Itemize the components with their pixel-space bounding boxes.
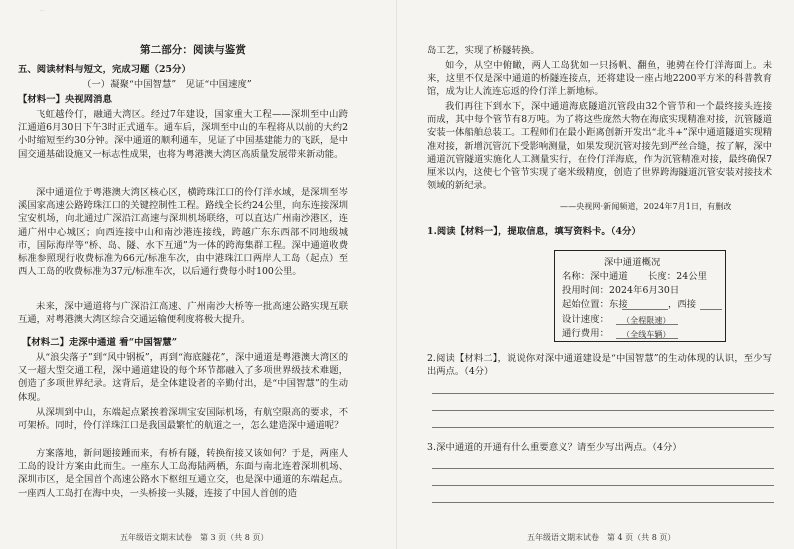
material-two-paragraph-3: 方案落地，新问题接踵而来，有桥有隧，转换衔接又该如何？于是，两座人工岛的设计方案由此而生。一座东人工岛海陆两栖，东面与南北连着深圳机场、深圳市区，是全国首个高速公路水下枢纽互通立交，也是深中通道的东端起点。一座西人工岛打在海中央，一头桥接一头隧，连接了中国人首创的造	[18, 448, 348, 499]
question-3: 3.深中通道的开通有什么重要意义？请至少写出两点。（4分）	[427, 442, 682, 453]
right-paragraph-1: 如今，从空中俯瞰，两人工岛犹如一只扬帆、翻鱼，驰骋在伶仃洋海面上。未来，这里不仅是深中通道的桥隧连接点，还将建设一座占地2200平方米的科普教育馆，成为让人流连忘返的伶仃洋上新地标。	[427, 60, 772, 98]
material-one-paragraph-3: 未来，深中通道将与广深沿江高速、广州南沙大桥等一批高速公路实现互联互通，对粤港澳大湾区综合交通运输便利度将极大提升。	[18, 301, 348, 326]
card-date: 投用时间：2024年6月30日	[562, 285, 680, 296]
card-fee-label: 通行费用：	[562, 328, 609, 339]
answer-line-q2-2[interactable]	[432, 410, 774, 411]
question-heading: 五、阅读材料与短文，完成习题（25分）	[18, 64, 191, 75]
material-one-title: 【材料一】央视网消息	[18, 94, 112, 105]
card-speed-label: 设计速度：	[562, 314, 609, 325]
bleed-through: ⎯	[40, 6, 45, 16]
material-one-paragraph-2: 深中通道位于粤港澳大湾区核心区，横跨珠江口的伶仃洋水域，是深圳至岑溪国家高速公路跨珠江口的关键控制性工程。路线全长约24公里，向东连接深圳宝安机场，向北通过广深沿江高速与深圳机场联络，可以直达广州南沙港区，连通广州中心城区；向西连接中山和南沙港连接线，跨越广东东西部不同地级城市，国际海岸等“桥、岛、隧、水下互通”为一体的跨海集群工程。深中通道收费标准参照现行收费标准为66元/标准车次，由中港珠江口两岸人工岛（起点）至西人工岛的收费标准为37元/标准车次，以后通行费每小时100公里。	[18, 187, 348, 278]
card-speed-hint: （全程限速）	[622, 316, 671, 325]
left-page-footer: 五年级语文期末试卷 第 3 页（共 8 页）	[120, 533, 269, 542]
info-card-title: 深中通道概况	[604, 257, 661, 268]
card-start-east-blank[interactable]	[622, 309, 668, 310]
material-two-paragraph-2: 从深圳到中山，东端起点紧挨着深圳宝安国际机场，有航空限高的要求，不可架桥。同时，伶仃洋珠江口是我国最繁忙的航道之一，怎么建造深中通道呢？	[18, 407, 348, 432]
answer-line-q3-2[interactable]	[432, 485, 774, 486]
right-page-footer: 五年级语文期末试卷 第 4 页（共 8 页）	[527, 533, 676, 542]
continued-paragraph: 岛工艺，实现了桥隧转换。	[427, 45, 540, 56]
card-start-label: 起始位置：东接	[562, 299, 628, 310]
material-one-paragraph-1: 飞虹越伶仃，融通大湾区。经过7年建设，国家重大工程——深圳至中山跨江通道6月30日下午3时正式通车。通车后，深圳至中山的车程将从以前的大约2小时缩短至约30分钟。深中通道的顺利通车，见证了中国基建能力的飞跃，是中国交通基础设施又一标志性成果，也将为粤港澳大湾区高质量发展带来新动能。	[18, 109, 348, 160]
right-paragraph-2: 我们再往下到水下，深中通道海底隧道沉管段由32个管节和一个最终接头连接而成，其中每个管节有8万吨。为了将这些庞然大物在海底实现精准对接，沉管隧道安装一体船舶总装工。工程师们在最小距离创新开发出“北斗+”深中通道隧道实现精准对接，新增沉管沉下受影响测量，如果发现沉管对接先到严丝合缝，按了解，深中通道沉管隧道实施化人工测量实行，在伶仃洋海底，作为沉管精准对接，最终确保7厘米以内，这使七个管节实现了毫米级精度，创造了世界跨海隧道沉管安装对接技术领域的新纪录。	[427, 101, 772, 192]
card-start-west-blank[interactable]	[700, 309, 722, 310]
question-1: 1.阅读【材料一】，提取信息，填写资料卡。（4分）	[427, 226, 641, 237]
card-start-west-label: ，西接	[668, 299, 697, 310]
answer-line-q2-3[interactable]	[432, 427, 774, 428]
question-2: 2.阅读【材料二】，说说你对深中通道建设是“中国智慧”的生动体现的认识，至少写出两点。（4分）	[427, 353, 772, 378]
answer-line-q2-1[interactable]	[432, 393, 774, 394]
answer-line-q3-1[interactable]	[432, 468, 774, 469]
card-fee-hint: （全线车辆）	[622, 330, 671, 339]
card-length: 长度：24公里	[648, 271, 708, 282]
section-title: 第二部分：阅读与鉴赏	[140, 44, 246, 56]
card-name: 名称：深中通道	[562, 271, 628, 282]
material-two-paragraph-1: 从“浪尖落子”到“风中钢板”，再到“海底隧花”，深中通道是粤港澳大湾区的又一超大型交通工程，深中通道建设的每个环节都融入了多项世界级技术难题，创造了多项世界纪录。这背后，是全体建设者的辛勤付出，是“中国智慧”的生动体现。	[18, 352, 348, 403]
material-two-title: 【材料二】走深中通道 看“中国智慧”	[22, 337, 178, 348]
source-attribution: ——央视网·新闻频道，2024年7月1日，有删改	[560, 202, 732, 211]
reading-subtitle: （一）凝聚“中国智慧” 见证“中国速度”	[82, 79, 252, 90]
answer-line-q3-3[interactable]	[432, 502, 774, 503]
